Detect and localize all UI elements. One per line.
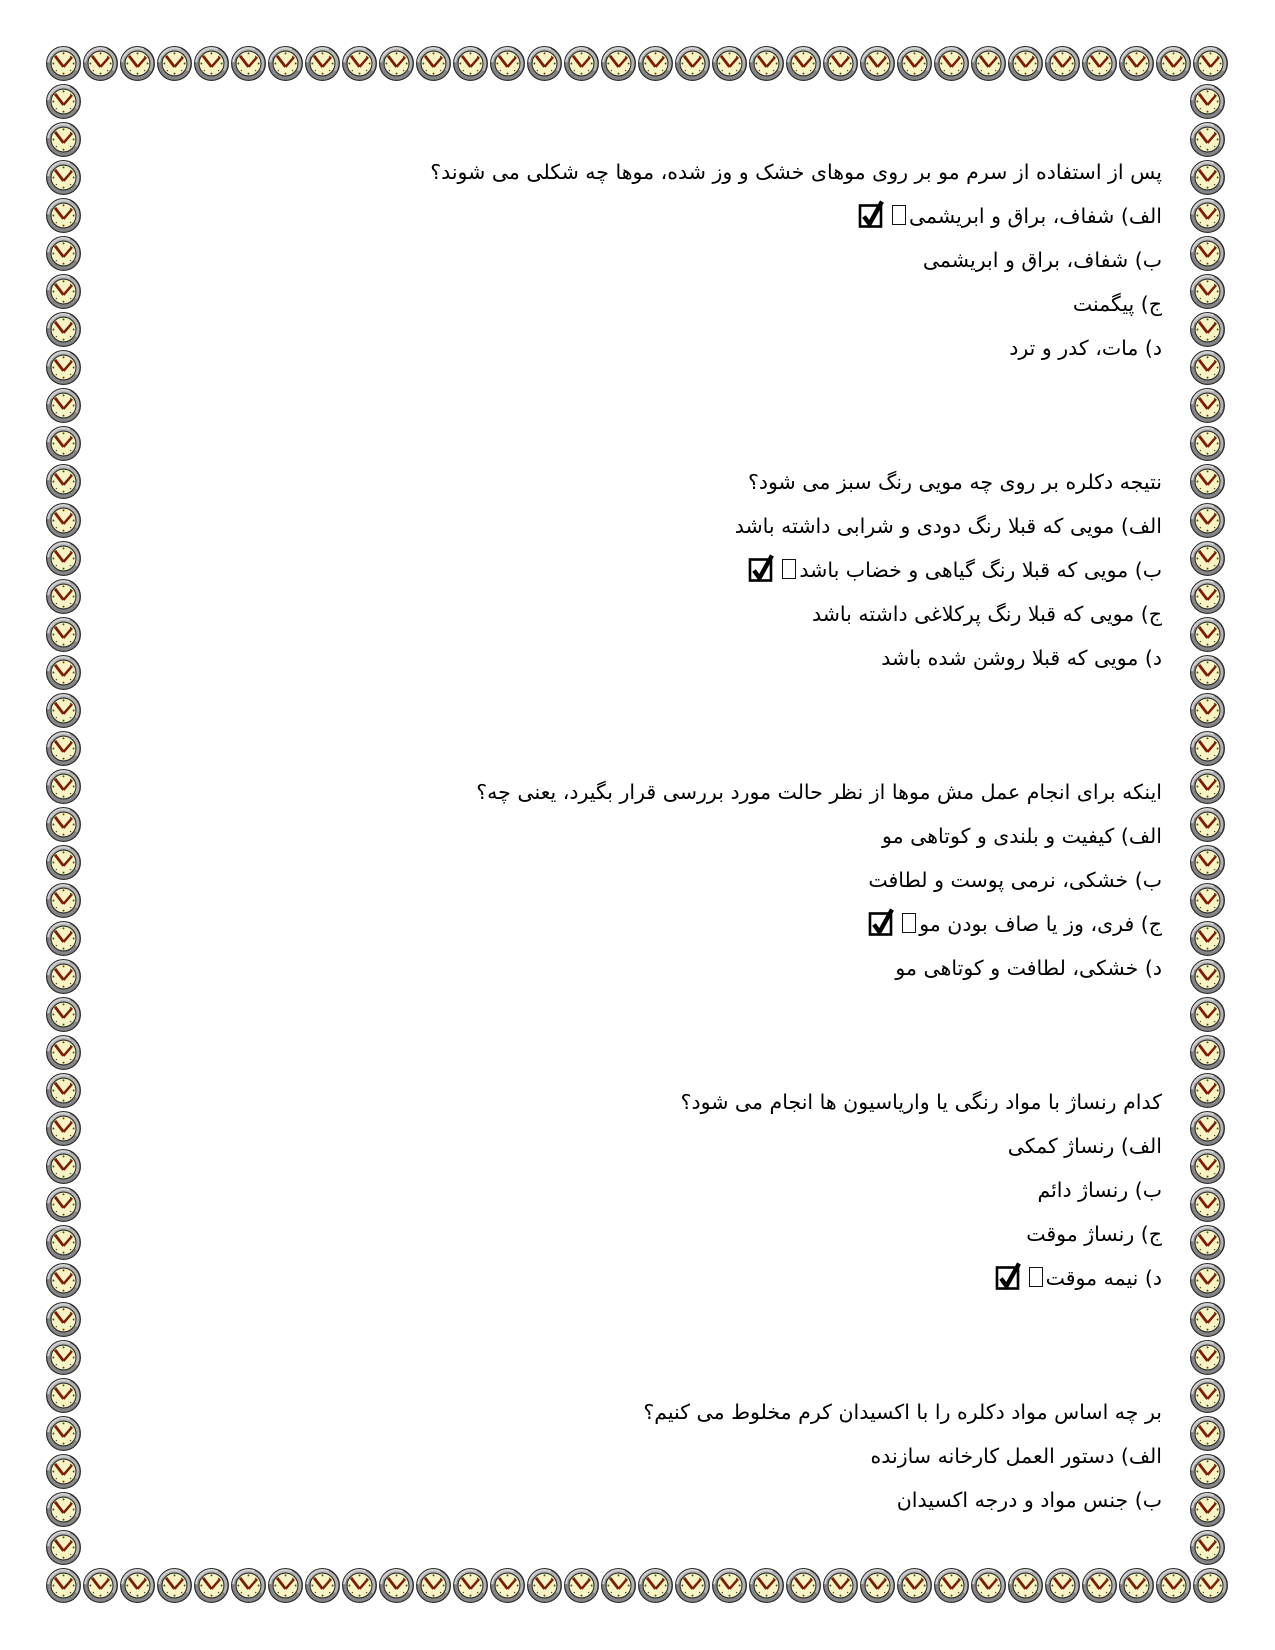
clock-icon: [822, 1567, 859, 1604]
clock-icon: [45, 311, 82, 348]
clock-icon: [1189, 1034, 1226, 1071]
option-label: ج) پیگمنت: [1072, 292, 1162, 316]
clock-icon: [45, 1491, 82, 1528]
clock-icon: [1192, 1567, 1229, 1604]
clock-icon: [45, 83, 82, 120]
clock-icon: [1189, 235, 1226, 272]
option-label: الف) مویی که قبلا رنگ دودی و شرابی داشته باشد: [734, 514, 1162, 538]
clock-icon: [45, 502, 82, 539]
clock-icon: [45, 1301, 82, 1338]
clock-icon: [748, 1567, 785, 1604]
clock-icon: [1189, 197, 1226, 234]
clock-icon: [45, 425, 82, 462]
clock-icon: [82, 45, 119, 82]
clock-icon: [45, 273, 82, 310]
quiz-page-content: [135, 150, 1162, 1522]
clock-icon: [45, 121, 82, 158]
clock-icon: [563, 1567, 600, 1604]
clock-icon: [1189, 273, 1226, 310]
clock-icon: [45, 235, 82, 272]
clock-icon: [1189, 425, 1226, 462]
clock-icon: [563, 45, 600, 82]
checked-checkbox-icon: [868, 908, 894, 936]
question-block: [135, 1390, 1162, 1522]
clock-icon: [82, 1567, 119, 1604]
clock-icon: [896, 45, 933, 82]
clock-icon: [1189, 1262, 1226, 1299]
clock-icon: [304, 1567, 341, 1604]
option-line: [135, 1168, 1162, 1212]
clock-icon: [1044, 1567, 1081, 1604]
option-label: د) نیمه موقت: [1045, 1266, 1162, 1290]
clock-icon: [1155, 1567, 1192, 1604]
clock-icon: [785, 1567, 822, 1604]
empty-box-glyph: [782, 559, 796, 579]
option-label: الف) شفاف، براق و ابریشمی: [908, 204, 1162, 228]
clock-icon: [45, 1529, 82, 1566]
clock-icon: [119, 45, 156, 82]
question-text: نتیجه دکلره بر روی چه مویی رنگ سبز می شود؟: [747, 470, 1162, 494]
clock-icon: [933, 45, 970, 82]
clock-icon: [526, 1567, 563, 1604]
clock-icon: [1189, 882, 1226, 919]
clock-icon: [45, 1377, 82, 1414]
clock-icon: [1189, 806, 1226, 843]
clock-icon: [45, 692, 82, 729]
clock-icon: [378, 1567, 415, 1604]
option-line: [135, 282, 1162, 326]
clock-icon: [859, 45, 896, 82]
clock-icon: [1192, 45, 1229, 82]
clock-icon: [600, 45, 637, 82]
clock-icon: [45, 1148, 82, 1185]
clock-icon: [600, 1567, 637, 1604]
question-text: پس از استفاده از سرم مو بر روی موهای خشک و وز شده، موها چه شکلی می شوند؟: [430, 160, 1162, 184]
option-label: ب) جنس مواد و درجه اکسیدان: [896, 1488, 1162, 1512]
clock-icon: [1189, 616, 1226, 653]
clock-icon: [1189, 387, 1226, 424]
option-label: د) مویی که قبلا روشن شده باشد: [881, 646, 1162, 670]
clock-icon: [489, 45, 526, 82]
clock-icon: [1189, 1339, 1226, 1376]
clock-icon: [45, 996, 82, 1033]
clock-icon: [637, 1567, 674, 1604]
clock-icon: [452, 1567, 489, 1604]
clock-icon: [45, 958, 82, 995]
clock-icon: [230, 45, 267, 82]
clock-icon: [230, 1567, 267, 1604]
clock-icon: [1189, 1415, 1226, 1452]
empty-box-glyph: [902, 913, 916, 933]
checked-checkbox-icon: [995, 1262, 1021, 1290]
clock-icon: [1189, 1110, 1226, 1147]
question-text: کدام رنساژ با مواد رنگی یا واریاسیون ها انجام می شود؟: [680, 1090, 1162, 1114]
clock-icon: [45, 1186, 82, 1223]
option-line: [135, 238, 1162, 282]
clock-icon: [193, 1567, 230, 1604]
option-label: ب) مویی که قبلا رنگ گیاهی و خضاب باشد: [799, 558, 1162, 582]
clock-icon: [1155, 45, 1192, 82]
clock-icon: [45, 1567, 82, 1604]
clock-icon: [711, 45, 748, 82]
clock-icon: [1189, 768, 1226, 805]
clock-icon: [822, 45, 859, 82]
clock-icon: [1189, 463, 1226, 500]
clock-icon: [193, 45, 230, 82]
option-label: ج) رنساژ موقت: [1026, 1222, 1162, 1246]
clock-icon: [45, 197, 82, 234]
clock-icon: [1044, 45, 1081, 82]
clock-icon: [45, 730, 82, 767]
clock-icon: [119, 1567, 156, 1604]
clock-icon: [304, 45, 341, 82]
clock-icon: [526, 45, 563, 82]
option-line: [135, 548, 1162, 592]
clock-border-top: [45, 45, 1229, 82]
option-label: ب) خشکی، نرمی پوست و لطافت: [868, 868, 1162, 892]
clock-icon: [1189, 692, 1226, 729]
clock-icon: [267, 1567, 304, 1604]
clock-icon: [415, 45, 452, 82]
clock-icon: [45, 1072, 82, 1109]
option-line: [135, 1256, 1162, 1300]
clock-icon: [1189, 1186, 1226, 1223]
clock-icon: [452, 45, 489, 82]
option-label: ج) فری، وز یا صاف بودن مو: [919, 912, 1162, 936]
clock-icon: [156, 1567, 193, 1604]
clock-icon: [1189, 958, 1226, 995]
clock-icon: [45, 349, 82, 386]
clock-icon: [45, 920, 82, 957]
clock-icon: [45, 578, 82, 615]
option-label: ب) رنساژ دائم: [1037, 1178, 1162, 1202]
clock-icon: [1081, 1567, 1118, 1604]
clock-border-right: [1189, 83, 1226, 1566]
option-line: [135, 902, 1162, 946]
clock-icon: [1189, 1529, 1226, 1566]
clock-icon: [1189, 311, 1226, 348]
clock-icon: [1118, 1567, 1155, 1604]
clock-icon: [637, 45, 674, 82]
clock-icon: [1189, 654, 1226, 691]
empty-box-glyph: [892, 205, 906, 225]
option-label: د) مات، کدر و ترد: [1009, 336, 1162, 360]
clock-icon: [341, 1567, 378, 1604]
clock-icon: [45, 540, 82, 577]
clock-icon: [45, 654, 82, 691]
option-line: [135, 814, 1162, 858]
option-line: [135, 1212, 1162, 1256]
clock-icon: [341, 45, 378, 82]
option-label: الف) کیفیت و بلندی و کوتاهی مو: [882, 824, 1162, 848]
clock-icon: [45, 1339, 82, 1376]
clock-icon: [1189, 502, 1226, 539]
clock-icon: [45, 844, 82, 881]
option-line: [135, 1478, 1162, 1522]
option-label: ب) شفاف، براق و ابریشمی: [922, 248, 1162, 272]
clock-icon: [1189, 540, 1226, 577]
option-line: [135, 858, 1162, 902]
clock-icon: [1189, 1148, 1226, 1185]
clock-icon: [489, 1567, 526, 1604]
clock-icon: [1189, 1377, 1226, 1414]
clock-icon: [267, 45, 304, 82]
clock-icon: [1189, 1301, 1226, 1338]
option-label: د) خشکی، لطافت و کوتاهی مو: [895, 956, 1162, 980]
clock-icon: [1118, 45, 1155, 82]
clock-icon: [45, 387, 82, 424]
clock-icon: [45, 768, 82, 805]
clock-icon: [45, 616, 82, 653]
clock-icon: [674, 45, 711, 82]
clock-icon: [415, 1567, 452, 1604]
question-block: [135, 1080, 1162, 1300]
clock-icon: [1189, 1491, 1226, 1528]
option-label: الف) رنساژ کمکی: [1007, 1134, 1162, 1158]
question-text: اینکه برای انجام عمل مش موها از نظر حالت مورد بررسی قرار بگیرد، یعنی چه؟: [476, 780, 1162, 804]
clock-icon: [859, 1567, 896, 1604]
question-block: [135, 460, 1162, 680]
clock-icon: [1189, 578, 1226, 615]
clock-icon: [45, 463, 82, 500]
clock-icon: [45, 806, 82, 843]
clock-icon: [1189, 730, 1226, 767]
option-line: [135, 592, 1162, 636]
question-text: بر چه اساس مواد دکلره را با اکسیدان کرم مخلوط می کنیم؟: [643, 1400, 1162, 1424]
checked-checkbox-icon: [858, 200, 884, 228]
option-line: [135, 1124, 1162, 1168]
clock-icon: [970, 45, 1007, 82]
clock-icon: [378, 45, 415, 82]
clock-icon: [748, 45, 785, 82]
clock-icon: [711, 1567, 748, 1604]
question-block: [135, 770, 1162, 990]
option-line: [135, 326, 1162, 370]
clock-icon: [45, 45, 82, 82]
clock-icon: [674, 1567, 711, 1604]
empty-box-glyph: [1029, 1267, 1043, 1287]
clock-icon: [45, 159, 82, 196]
option-line: [135, 946, 1162, 990]
option-label: الف) دستور العمل کارخانه سازنده: [870, 1444, 1162, 1468]
clock-icon: [1081, 45, 1118, 82]
clock-icon: [45, 1415, 82, 1452]
clock-icon: [1189, 1453, 1226, 1490]
clock-icon: [156, 45, 193, 82]
option-line: [135, 1434, 1162, 1478]
option-line: [135, 636, 1162, 680]
clock-icon: [1189, 1224, 1226, 1261]
clock-border-left: [45, 83, 82, 1566]
clock-icon: [45, 1224, 82, 1261]
clock-icon: [1189, 121, 1226, 158]
clock-icon: [785, 45, 822, 82]
clock-icon: [933, 1567, 970, 1604]
question-block: [135, 150, 1162, 370]
clock-icon: [1189, 159, 1226, 196]
clock-icon: [896, 1567, 933, 1604]
clock-icon: [1189, 83, 1226, 120]
clock-icon: [1189, 349, 1226, 386]
checked-checkbox-icon: [748, 554, 774, 582]
clock-icon: [1007, 45, 1044, 82]
clock-icon: [1189, 1072, 1226, 1109]
option-line: [135, 504, 1162, 548]
clock-border-bottom: [45, 1567, 1228, 1604]
clock-icon: [1189, 920, 1226, 957]
clock-icon: [45, 1453, 82, 1490]
clock-icon: [1189, 844, 1226, 881]
clock-icon: [45, 882, 82, 919]
option-label: ج) مویی که قبلا رنگ پرکلاغی داشته باشد: [811, 602, 1162, 626]
clock-icon: [45, 1262, 82, 1299]
clock-icon: [1007, 1567, 1044, 1604]
option-line: [135, 194, 1162, 238]
clock-icon: [1189, 996, 1226, 1033]
clock-icon: [45, 1110, 82, 1147]
clock-icon: [45, 1034, 82, 1071]
clock-icon: [970, 1567, 1007, 1604]
